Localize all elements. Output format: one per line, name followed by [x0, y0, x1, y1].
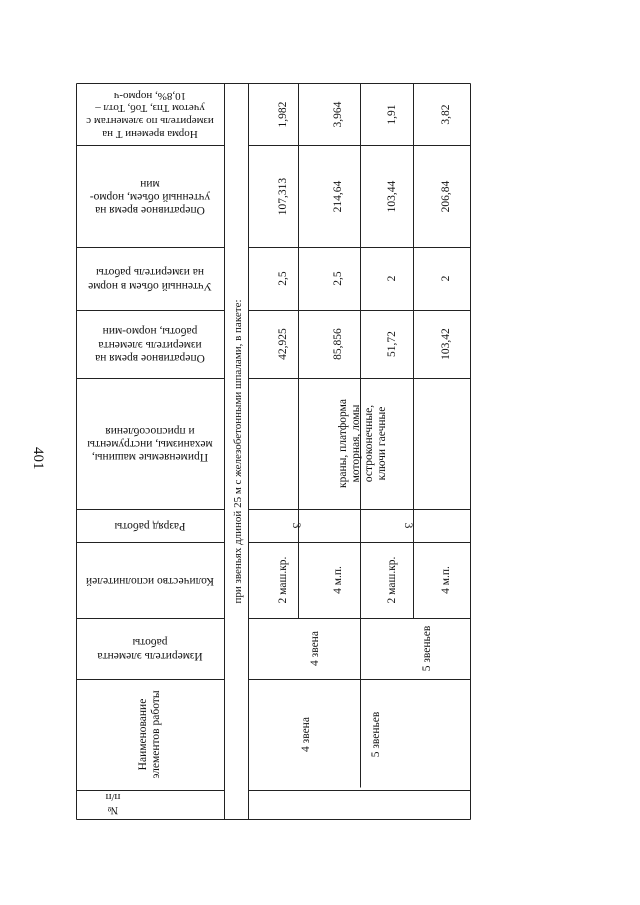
header-num: № п/п [105, 791, 121, 816]
header-op-time-elem: Оперативное время на измеритель элемента работы, нормо-мин [95, 325, 205, 364]
header-machines: Применяемые машины, механизмы, инструменты и приспособления [87, 424, 213, 464]
group-1-row-1-performers: 2 маш.кр. [277, 556, 290, 604]
group-2-name: 5 звеньев [370, 711, 383, 758]
group-1-row-1-norm-time: 1,982 [277, 101, 290, 128]
group-1-row-2-op-time-vol: 214,64 [332, 180, 345, 213]
group-2-row-2-op-time-vol: 206,84 [440, 180, 453, 213]
group-2-row-2-volume: 2 [440, 275, 453, 282]
group-1-row-1-volume: 2,5 [277, 271, 290, 286]
header-performers: Количество исполнителей [85, 574, 215, 587]
group-2-row-2-performers: 4 м.п. [440, 566, 453, 594]
group-1-row-2-volume: 2,5 [332, 271, 345, 286]
group-1-name: 4 звена [300, 717, 313, 752]
group-2-row-1-performers: 2 маш.кр. [386, 556, 399, 604]
group-2-meter: 5 звеньев [421, 625, 434, 672]
header-grade: Разряд работы [114, 520, 186, 533]
group-1-row-2-op-time-elem: 85,856 [332, 328, 345, 360]
group-2-row-1-op-time-vol: 103,44 [386, 180, 399, 213]
group-1-row-2-performers: 4 м.п. [332, 566, 345, 594]
group-2-row-2-norm-time: 3,82 [440, 104, 453, 125]
group-2-row-1-op-time-elem: 51,72 [386, 331, 399, 357]
header-norm-time: Норма времени Т на измеритель по элементам с учетом Тпз, Тоб, Тотл – 10,8%, нормо-ч [86, 89, 214, 140]
group-2-grade: 3 [401, 522, 414, 529]
machines-cell: краны, платформа моторная, ломы остроконечные, ключи гаечные [336, 399, 389, 488]
group-1-meter: 4 звена [309, 631, 322, 666]
header-meter: Измеритель элемента работы [97, 636, 203, 662]
group-1-row-1-op-time-vol: 107,313 [277, 177, 290, 216]
norms-table [76, 83, 471, 820]
header-name: Наименование элементов работы [136, 690, 162, 779]
group-1-row-1-op-time-elem: 42,925 [277, 328, 290, 360]
header-volume: Учтенный объем в норме на измеритель работы [88, 266, 212, 292]
page-number: 401 [30, 447, 46, 470]
group-1-grade: 3 [289, 522, 302, 529]
group-2-row-1-volume: 2 [386, 275, 399, 282]
section-title: при звеньях длиной 25 м с железобетонными шпалами, в пакете: [231, 299, 244, 604]
group-2-row-2-op-time-elem: 103,42 [440, 328, 453, 360]
header-op-time-vol: Оперативное время на учтенный объем, нормо- мин [89, 177, 211, 217]
group-1-row-2-norm-time: 3,964 [332, 101, 345, 128]
group-2-row-1-norm-time: 1,91 [386, 104, 399, 125]
